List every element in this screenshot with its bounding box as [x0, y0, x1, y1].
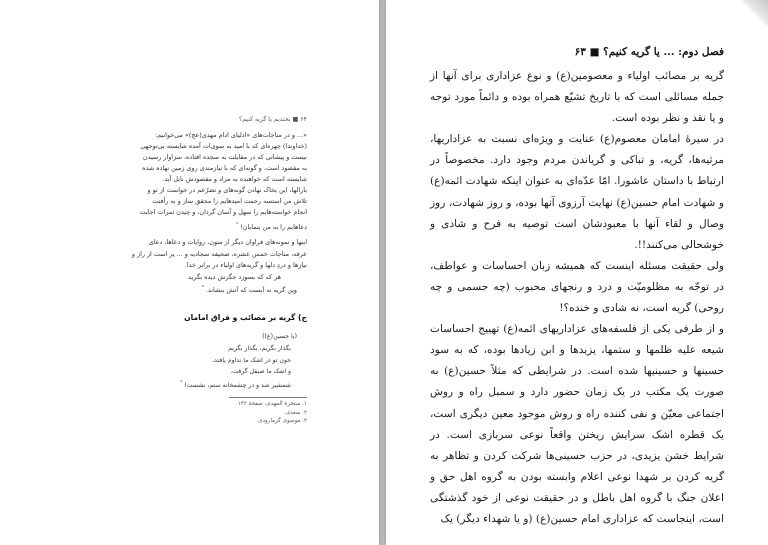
quote-line: تلاش من استسه رحمت امیدهایم را محقق ساز و به رأفتت [152, 197, 307, 205]
quote-line: «... و در مناجات‌های «ادلیای ادام مهدی(عج)» می‌خوانیم: [155, 131, 307, 139]
poem-line: (با حسین(ع)) [262, 333, 297, 340]
quote-line: بارالها، این بخاک نهادن گونه‌های و تضرّعم در خواست از تو و [147, 186, 307, 194]
footnote: ۱. ستحرۀ المهدی، صفحۀ ۱۴۳. [235, 401, 307, 407]
quote-line [80, 220, 307, 233]
poem-line [80, 378, 307, 392]
para-line: اینها و نمونه‌های فراوان دیگر از متون، روایات و دعاها، دعای [148, 238, 307, 246]
body-paragraph: گریه بر مصائب اولیاء و معصومین(ع) و نوع عزاداری برای آنها از جمله مسائلی است که با تاریخ تشیّع همراه بوده و دائماً مورد توجه و یا نقد و نظر بوده است. [430, 70, 724, 125]
quote-line: شایسته است که خواهنده به مراد و مقصودش نایل آید. [162, 175, 307, 183]
left-page [0, 0, 379, 545]
body-paragraph: در سیرۀ امامان معصوم(ع) عنایت و ویژه‌ای نسبت به عزاداریها، مرثیه‌ها، گریه، و تباکی و گریاندن مردم وجود دارد. مخصوصاً در ارتباط با داستان عاشورا. امّا عدّه‌ای به عنوان اینکه شهادت ائمه(ع) و شهادت امام حسین(ع) نهایت آرزوی آنها بوده، و روز شهادت، روز وصال و لقاء آنها با معبودشان است توصیه به فرح و شادی و خوشحالی می‌کنند!!. [430, 133, 724, 251]
section-title: ج) گریه بر مصائب و فراق امامان [184, 313, 307, 322]
quote-line: (خداوندا) چهره‌ای که با امید به سوی‌ات آمده شایسته بی‌توجهی [140, 142, 307, 150]
para-line: عرفه، مناجات خمس عشره، صحیفه سجادیه و ... پر است از راز و [131, 249, 307, 258]
body-paragraph: و از طرفی یکی از فلسفه‌های عزاداریهای ائمه(ع) تهییج احساسات شیعه علیه ظلمها و ستمها، یزیدها و ابن زیادها بوده، که به سود حسینها و حسینیها شده است. در شرایطی که مثلاً حسین(ع) به صورت یک مکتب در یک زمان حضور دارد و سمبل راه و روش اجتماعی معیّن و نفی کننده راه و روش موجود معین دیگری است، یک قطره اشک سرایش ریختن واقعاً نوعی سربازی است. در شرایط خشن یزیدی، در حزب حسینی‌ها شرکت کردن و تظاهر به گریه کردن بر شهدا نوعی اعلام وابسته بودن به گروه اهل حق و اعلان جنگ با گروه اهل باطل و در حقیقت نوعی از خود گذشتگی است، اینجاست که عزاداری امام حسین(ع) (و یا شهداء دیگر) یک [430, 323, 724, 525]
right-page [386, 0, 768, 545]
poem-line: و اشک ما صیقل گرفت. [230, 368, 291, 376]
footnote: ۳. موسوی گرمارودی. [256, 418, 307, 425]
left-running-header: ۶۴ ■ بخندیم یا گریه کنیم؟ [238, 116, 307, 123]
footnote-marker: ¹ [236, 222, 239, 228]
footnote: ۲. سعدی. [283, 409, 307, 416]
footnote-divider [229, 397, 307, 398]
poem-line-text: شمشیر شد و در چشمخانه ستم، نشست! [184, 382, 291, 390]
verse-line-text: وین گریه نه آیست که آتش بنشاند. [205, 286, 297, 295]
verse-line [80, 283, 307, 297]
quote-line: انجام خواسته‌هایم را سهل و آسان گردان، و چیدن ثمرات اجابت [139, 208, 307, 216]
poem-line: بگذار بگریم، بگذار بگریم [228, 344, 291, 352]
body-paragraph [80, 237, 307, 297]
body-paragraph: ولی حقیقت مسئله اینست که همیشه زبان احساسات و عواطف، در توجّه به مظلومیّت و درد و رنجهای محبوب (چه جسمی و چه روحی) گریه است، نه شادی و خنده؟! [430, 259, 724, 315]
right-body-text [430, 66, 724, 530]
prayer-quote [80, 130, 307, 233]
verse-line: هر که که بسوزد جگرش دیده بگرید [188, 272, 281, 281]
right-running-header: فصل دوم: ... یا گریه کنیم؟ ■ ۶۳ [574, 46, 724, 58]
para-line: نیازها و دردِ دلها و گریه‌های اولیاء در برابر خدا. [184, 261, 307, 269]
quote-line: به مقصود است، و گونه‌ای که با نیازمندی روی زمین نهاده شده [142, 164, 307, 172]
footnote-marker: ³ [180, 380, 183, 387]
page-curl [742, 0, 768, 26]
poem-line: خون تو در اشک ما نداوم یافتد، [212, 356, 291, 364]
quote-line-text: دعاهایم را به من بنمایان! [240, 223, 307, 232]
footnotes [80, 400, 307, 426]
poem [80, 331, 307, 392]
quote-line: نیست و پیشانی که در مقابلت به سجده افتاده، سزاوار رسیدن [142, 153, 307, 161]
footnote-marker: ² [201, 285, 204, 291]
